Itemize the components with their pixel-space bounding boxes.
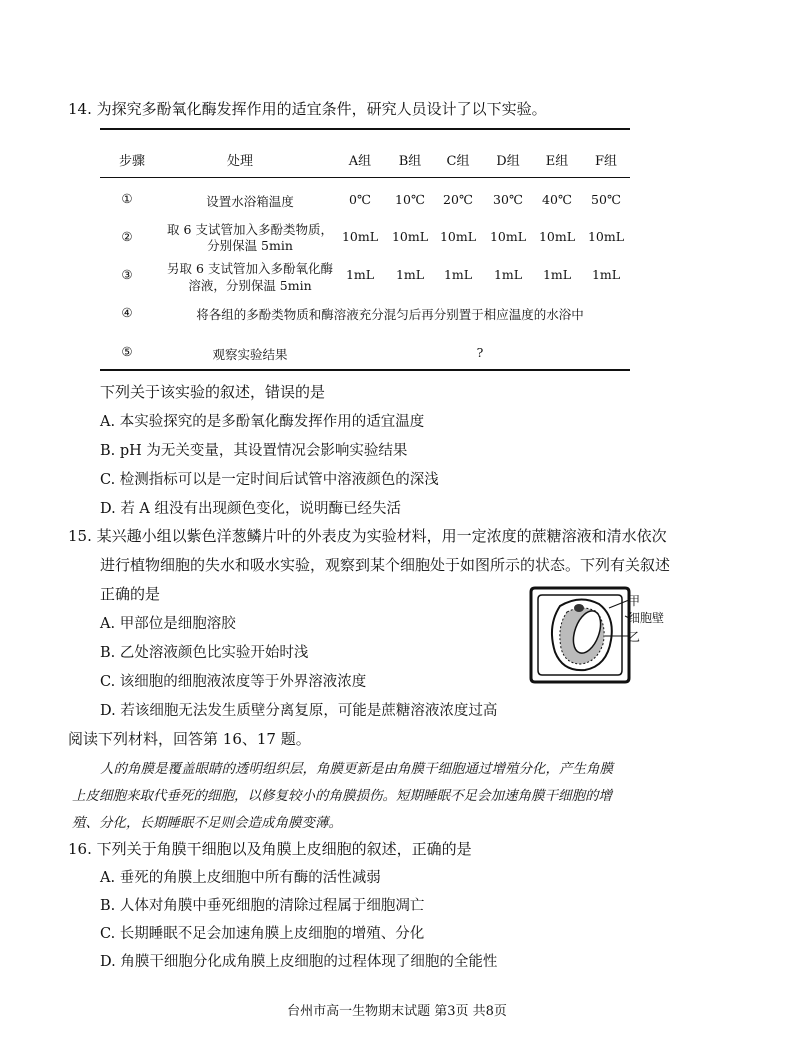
q14-option-a: A. 本实验探究的是多酚氧化酶发挥作用的适宜温度 xyxy=(100,414,425,430)
row1-f: 50℃ xyxy=(591,192,621,207)
row3-step: ③ xyxy=(121,267,133,282)
q15-option-a: A. 甲部位是细胞溶胶 xyxy=(100,616,236,632)
row4-merged: 将各组的多酚类物质和酶溶液充分混匀后再分别置于相应温度的水浴中 xyxy=(196,307,584,322)
row1-a: 0℃ xyxy=(349,192,371,207)
q14-option-c: C. 检测指标可以是一定时间后试管中溶液颜色的深浅 xyxy=(100,472,439,488)
protoplast xyxy=(552,599,612,670)
row2-step: ② xyxy=(121,229,133,244)
q15-option-d: D. 若该细胞无法发生质壁分离复原，可能是蔗糖溶液浓度过高 xyxy=(100,703,498,719)
row3-f: 1mL xyxy=(591,267,621,282)
row1-step: ① xyxy=(121,191,133,206)
q15-option-b: B. 乙处溶液颜色比实验开始时浅 xyxy=(100,645,309,661)
figure-label-cell-wall: 细胞壁 xyxy=(628,611,665,625)
table-header-b: B组 xyxy=(398,154,422,169)
table-header-f: F组 xyxy=(594,154,618,169)
figure-label-yi: 乙 xyxy=(628,630,641,644)
table-header-c: C组 xyxy=(446,154,470,169)
q14-stem: 14. 为探究多酚氧化酶发挥作用的适宜条件，研究人员设计了以下实验。 xyxy=(68,100,547,118)
table-header-step: 步骤 xyxy=(118,154,145,169)
row5-merged-value: ? xyxy=(476,345,484,360)
row3-a: 1mL xyxy=(345,267,375,282)
row2-e: 10mL xyxy=(538,229,576,244)
row2-c: 10mL xyxy=(439,229,477,244)
row1-c: 20℃ xyxy=(443,192,473,207)
q15-stem-line2: 进行植物细胞的失水和吸水实验，观察到某个细胞处于如图所示的状态。下列有关叙述 xyxy=(100,556,671,574)
page-footer: 台州市高一生物期末试题 第3页 共8页 xyxy=(287,1004,507,1019)
row3-d: 1mL xyxy=(493,267,523,282)
row5-proc: 观察实验结果 xyxy=(212,347,288,362)
row2-a: 10mL xyxy=(341,229,379,244)
q14-option-b: B. pH 为无关变量，其设置情况会影响实验结果 xyxy=(100,443,408,459)
q16-option-d: D. 角膜干细胞分化成角膜上皮细胞的过程体现了细胞的全能性 xyxy=(100,954,498,970)
reading-passage-line1: 人的角膜是覆盖眼睛的透明组织层，角膜更新是由角膜干细胞通过增殖分化，产生角膜 xyxy=(100,761,613,777)
q15-stem-line1: 15. 某兴趣小组以紫色洋葱鳞片叶的外表皮为实验材料，用一定浓度的蔗糖溶液和清水依次 xyxy=(68,527,667,545)
row3-proc-line2: 溶液，分别保温 5min xyxy=(188,278,312,293)
q16-option-a: A. 垂死的角膜上皮细胞中所有酶的活性减弱 xyxy=(100,870,381,886)
row1-d: 30℃ xyxy=(493,192,523,207)
q14-prompt: 下列关于该实验的叙述，错误的是 xyxy=(100,383,326,401)
table-header-a: A组 xyxy=(348,154,372,169)
q15-stem-line3: 正确的是 xyxy=(100,585,161,603)
q15-option-c: C. 该细胞的细胞液浓度等于外界溶液浓度 xyxy=(100,674,367,690)
row3-b: 1mL xyxy=(395,267,425,282)
reading-passage-line3: 殖、分化，长期睡眠不足则会造成角膜变薄。 xyxy=(72,815,342,831)
row2-b: 10mL xyxy=(391,229,429,244)
plant-cell-figure xyxy=(525,580,685,690)
row4-step: ④ xyxy=(121,305,133,320)
row3-c: 1mL xyxy=(443,267,473,282)
row1-proc: 设置水浴箱温度 xyxy=(206,194,294,209)
row2-proc-line2: 分别保温 5min xyxy=(207,238,293,253)
reading-passage-line2: 上皮细胞来取代垂死的细胞，以修复较小的角膜损伤。短期睡眠不足会加速角膜干细胞的增 xyxy=(72,788,612,804)
table-header-proc: 处理 xyxy=(226,154,253,169)
table-header-d: D组 xyxy=(496,154,520,169)
q16-option-b: B. 人体对角膜中垂死细胞的清除过程属于细胞凋亡 xyxy=(100,898,425,914)
row2-d: 10mL xyxy=(489,229,527,244)
q14-option-d: D. 若 A 组没有出现颜色变化，说明酶已经失活 xyxy=(100,501,402,517)
q16-option-c: C. 长期睡眠不足会加速角膜上皮细胞的增殖、分化 xyxy=(100,926,425,942)
row2-f: 10mL xyxy=(587,229,625,244)
row1-b: 10℃ xyxy=(395,192,425,207)
q16-stem: 16. 下列关于角膜干细胞以及角膜上皮细胞的叙述，正确的是 xyxy=(68,840,472,858)
figure-label-jia: 甲 xyxy=(628,594,641,608)
table-bottom-rule xyxy=(100,369,630,371)
table-header-rule xyxy=(100,177,630,178)
row5-step: ⑤ xyxy=(121,344,133,359)
row1-e: 40℃ xyxy=(542,192,572,207)
row3-proc-line1: 另取 6 支试管加入多酚氧化酶 xyxy=(167,261,333,276)
table-top-rule xyxy=(100,128,630,130)
row2-proc-line1: 取 6 支试管加入多酚类物质， xyxy=(167,222,333,237)
table-header-e: E组 xyxy=(545,154,569,169)
row3-e: 1mL xyxy=(542,267,572,282)
reading-intro: 阅读下列材料，回答第 16、17 题。 xyxy=(68,730,311,748)
